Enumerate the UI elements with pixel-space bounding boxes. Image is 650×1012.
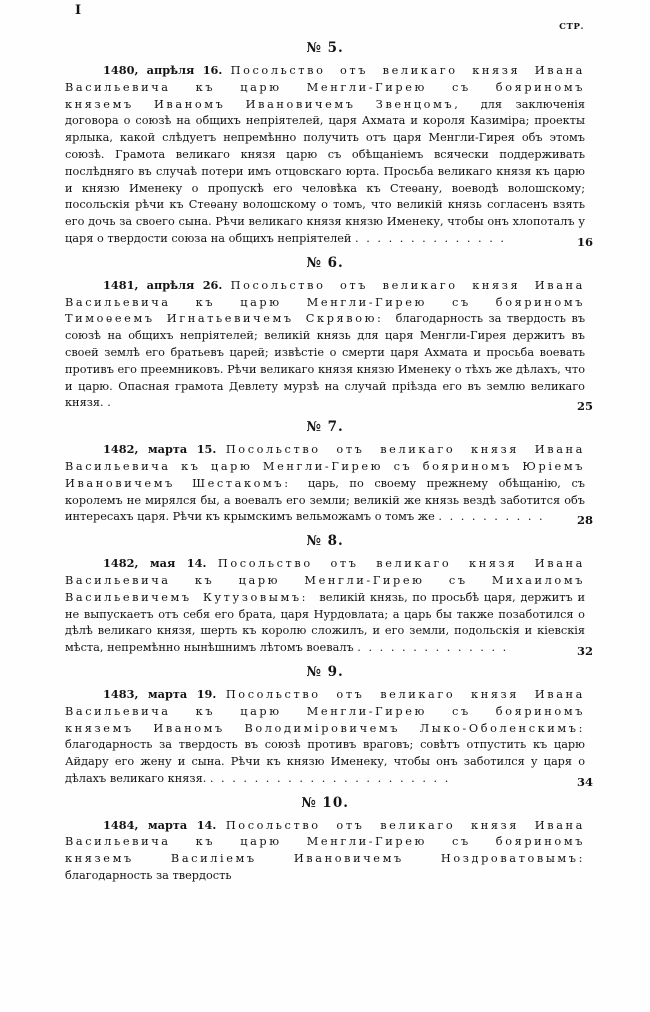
entry-paragraph xyxy=(65,277,585,412)
entry-date: 1482, мая 14. xyxy=(103,556,218,571)
entry-number-heading: № 7. xyxy=(306,419,344,436)
entry-embassy-intro: Посольство отъ великаго князя Ивана Васильевича къ царю Менгли-Гирею съ бояриномъ Юріемъ Ивановичемъ Шестакомъ: xyxy=(65,443,585,490)
dot-leader: . . . . . . . . . . . . . . . . . . . . . . xyxy=(209,771,451,785)
entry-date: 1480, апрѣля 16. xyxy=(103,63,231,77)
entry-summary: царь, по своему прежнему обѣщанію, съ королемъ не мирялся бы, а воевалъ его земли; великій же князь вездѣ заботится объ интересахъ царя. Рѣчи къ крымскимъ вельможамъ о томъ же xyxy=(65,476,585,524)
entry-summary: благодарность за твердость въ союзѣ на общихъ непріятелей; великій князь для царя Менгли-Гирея держитъ въ своей землѣ его братьевъ царей; извѣстіе о смерти царя Ахмата и просьба воевать противъ его преемниковъ. Рѣчи великаго князя князю Именеку о тѣхъ же дѣлахъ, что и царю. Опасная грамота Девлету мурзѣ на случай пріѣзда его въ землю великаго князя. xyxy=(65,312,585,410)
entry-page-number: 34 xyxy=(576,774,593,789)
entry-page-number: 28 xyxy=(576,513,593,528)
entry-page-number: 16 xyxy=(576,234,593,249)
entry-date: 1483, марта 19. xyxy=(103,686,226,701)
toc-entry xyxy=(65,817,585,885)
entry-summary: благодарность за твердость xyxy=(65,869,232,883)
entry-paragraph xyxy=(65,62,585,248)
page-column-header: СТР. xyxy=(559,22,584,32)
folio-numeral: I xyxy=(75,3,83,18)
entry-paragraph xyxy=(65,555,585,657)
entry-embassy-intro: Посольство отъ великаго князя Ивана Васильевича къ царю Менгли-Гирею съ бояриномъ княземъ Иваномъ Володиміровичемъ Лыко-Оболенскимъ: xyxy=(65,687,585,735)
entry-embassy-intro: Посольство отъ великаго князя Ивана Васильевича къ царю Менгли-Гирею съ Михаиломъ Васильевичемъ Кутузовымъ: xyxy=(65,557,585,604)
entry-number-heading: № 10. xyxy=(301,794,349,811)
toc-entry xyxy=(65,686,593,789)
entry-page-number: 25 xyxy=(576,399,593,414)
entry-paragraph xyxy=(65,441,585,526)
entry-summary: благодарность за твердость въ союзѣ противъ враговъ; совѣтъ отпустить къ царю Айдару его жену и сына. Рѣчи къ князю Именеку, чтобы онъ заботился у царя о дѣлахъ великаго князя. xyxy=(65,738,585,785)
entry-summary: великій князь, по просьбѣ царя, держитъ и не выпускаетъ отъ себя его брата, царя Нурдовлата; а царь бы также позаботился о дѣлѣ великаго князя, шерть къ королю сложилъ, и его земли, подольскія и кіевскія мѣста, непремѣнно нынѣшнимъ лѣтомъ воевалъ xyxy=(65,590,585,655)
entry-summary: для заключенія договора о союзѣ на общихъ непріятелей, царя Ахмата и короля Казиміра; проекты ярлыка, какой слѣдуетъ непремѣнно получить отъ царя Менгли-Гирея объ этомъ союзѣ. Грамота великаго князя царю съ обѣщаніемъ всячески поддерживать послѣдняго въ случаѣ потери имъ отцовскаго юрта. Просьба великаго князя къ царю и князю Именеку о пропускѣ его человѣка къ Стеѳану, воеводѣ волошскому; посольскія рѣчи къ Стеѳану волошскому о томъ, что великій князь согласенъ взять его дочь за своего сына. Рѣчи великаго князя князю Именеку, чтобы онъ хлопоталъ у царя о твердости союза на общихъ непріятелей xyxy=(65,97,585,245)
entry-date: 1481, апрѣля 26. xyxy=(103,277,231,292)
toc-entry xyxy=(65,277,593,414)
entry-number-heading: № 8. xyxy=(306,533,344,550)
entry-embassy-intro: Посольство отъ великаго князя Ивана Васильевича къ царю Менгли-Гирею съ бояриномъ княземъ Иваномъ Ивановичемъ Звенцомъ, xyxy=(65,64,585,111)
table-of-contents xyxy=(65,33,593,885)
entry-paragraph xyxy=(65,686,585,788)
dot-leader: . xyxy=(107,396,113,410)
toc-entry xyxy=(65,555,593,658)
dot-leader: . . . . . . . . . . xyxy=(438,510,545,524)
entry-embassy-intro: Посольство отъ великаго князя Ивана Васильевича къ царю Менгли-Гирею съ бояриномъ Тимоѳеемъ Игнатьевичемъ Скрявою: xyxy=(65,278,585,326)
entry-number-heading: № 5. xyxy=(306,40,344,56)
toc-entry xyxy=(65,441,593,528)
entry-number-heading: № 6. xyxy=(306,254,344,271)
entry-paragraph xyxy=(65,817,585,885)
dot-leader: . . . . . . . . . . . . . . xyxy=(355,231,507,245)
toc-entry xyxy=(65,62,593,249)
entry-date: 1484, марта 14. xyxy=(103,817,226,832)
entry-page-number: 32 xyxy=(576,643,593,658)
entry-number-heading: № 9. xyxy=(306,663,344,680)
dot-leader: . . . . . . . . . . . . . . xyxy=(357,641,509,655)
entry-embassy-intro: Посольство отъ великаго князя Ивана Васильевича къ царю Менгли-Гирею съ бояриномъ княземъ Василіемъ Ивановичемъ Ноздроватовымъ: xyxy=(65,818,585,866)
entry-date: 1482, марта 15. xyxy=(103,442,226,457)
